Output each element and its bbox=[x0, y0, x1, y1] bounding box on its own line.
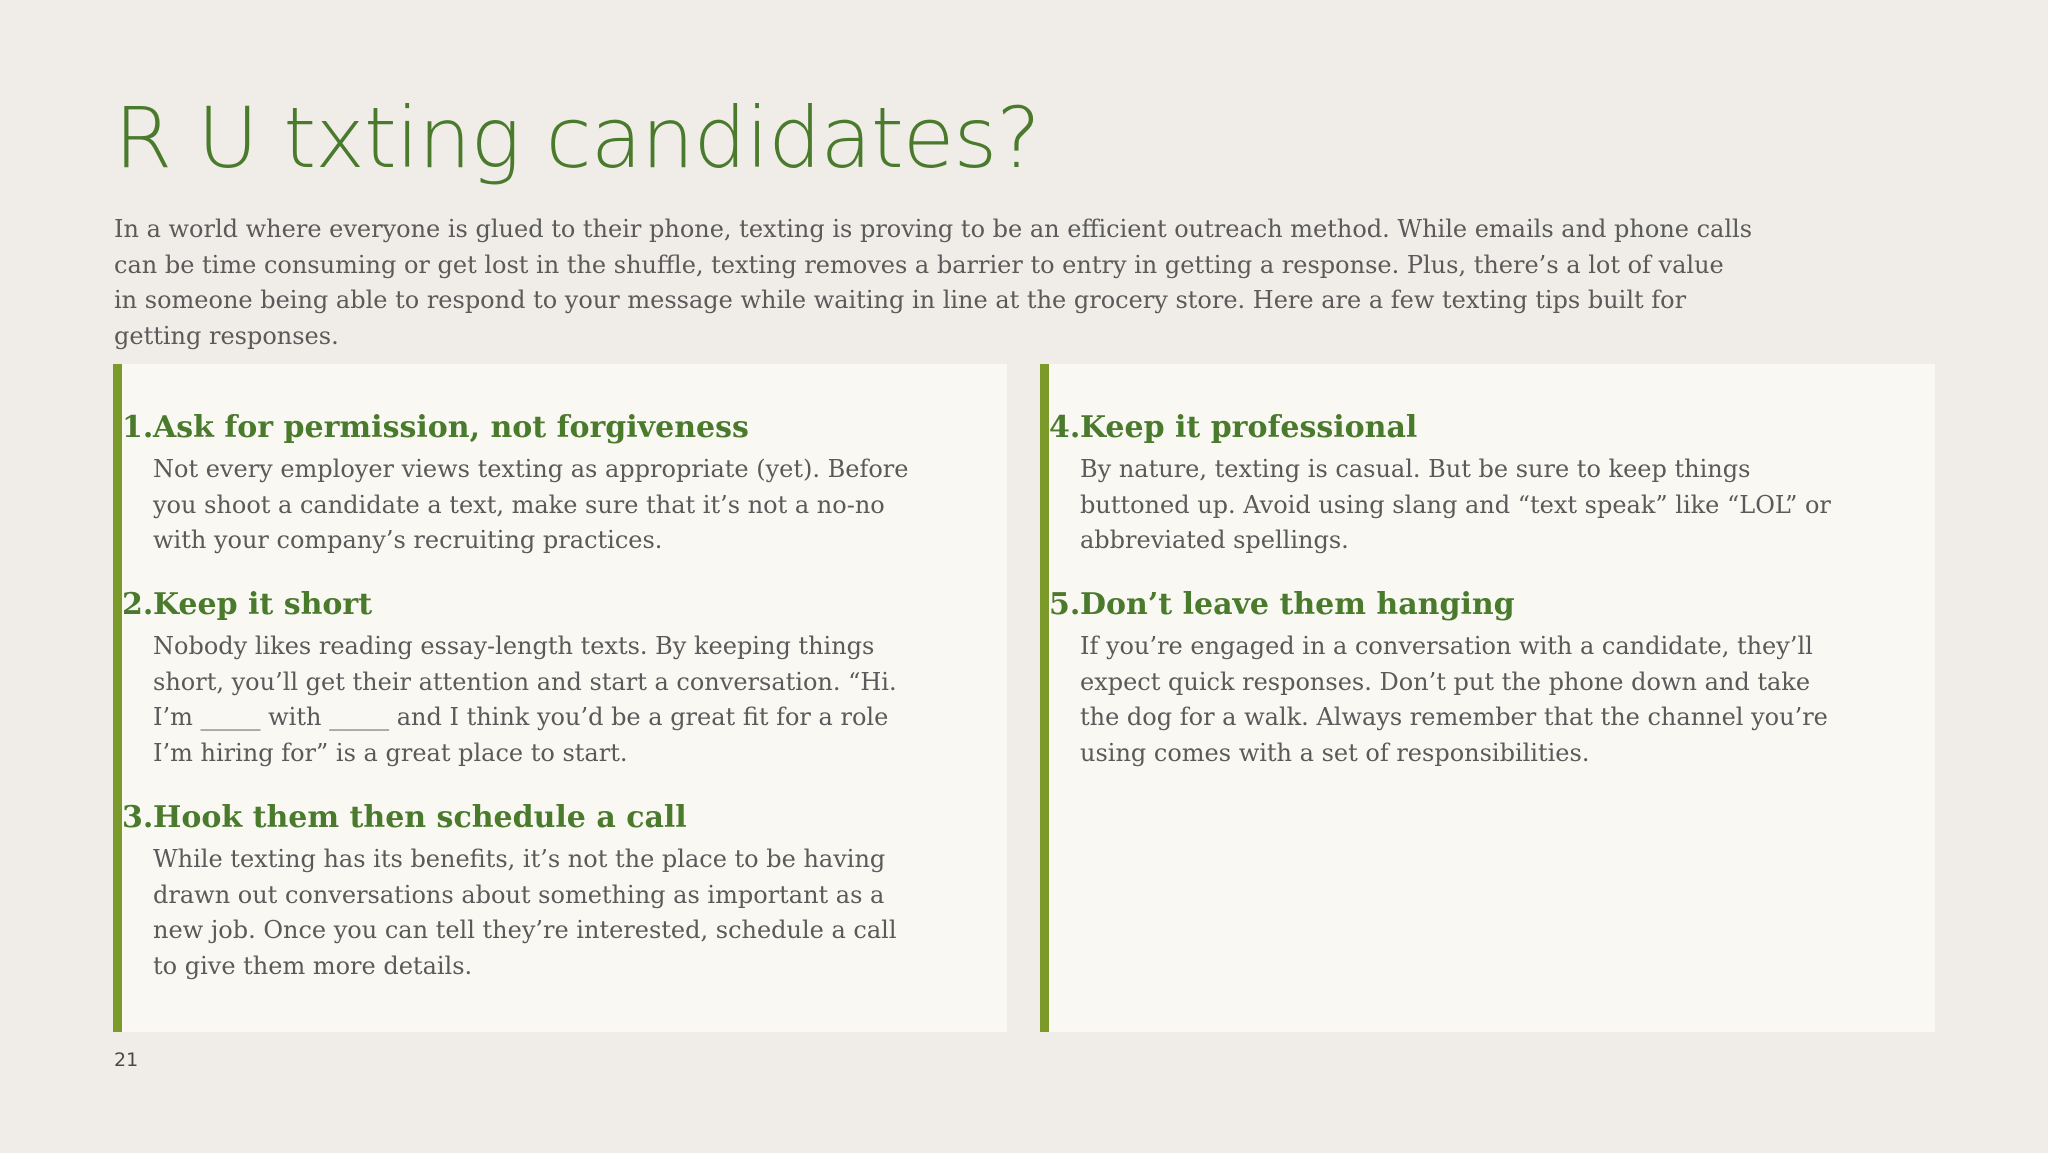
tip-body: While texting has its benefits, it’s not the place to be having drawn out conversations about something as important as a new job. Once you can tell they’re interested, schedule a call to give them more details. bbox=[153, 845, 897, 980]
tip-heading: Ask for permission, not forgiveness bbox=[153, 410, 749, 445]
tip-number: 3. bbox=[122, 800, 154, 835]
tip-body: By nature, texting is casual. But be sure to keep things buttoned up. Avoid using slang and “text speak” like “LOL” or abbreviated spellings. bbox=[1080, 455, 1831, 554]
tip-heading: Keep it professional bbox=[1080, 410, 1418, 445]
page-title: R U txting candidates? bbox=[114, 89, 1040, 187]
tip-5 bbox=[1049, 583, 1935, 771]
tip-title bbox=[122, 406, 1007, 450]
tip-4 bbox=[1049, 406, 1935, 559]
tip-1 bbox=[122, 406, 1007, 559]
tip-3 bbox=[122, 796, 1007, 984]
intro-paragraph: In a world where everyone is glued to their phone, texting is proving to be an efficient outreach method. While emails and phone calls can be time consuming or get lost in the shuffle, texting removes a barrier to entry in getting a response. Plus, there’s a lot of value in someone being able to respond to your message while waiting in line at the grocery store. Here are a few texting tips built for getting responses. bbox=[114, 215, 1753, 350]
page-number: 21 bbox=[114, 1049, 139, 1071]
tip-number: 4. bbox=[1049, 410, 1081, 445]
tip-title bbox=[1049, 583, 1935, 627]
tip-title bbox=[122, 583, 1007, 627]
tip-heading: Don’t leave them hanging bbox=[1080, 587, 1515, 622]
tip-2 bbox=[122, 583, 1007, 771]
tip-number: 5. bbox=[1049, 587, 1081, 622]
tip-number: 1. bbox=[122, 410, 154, 445]
tip-body: Nobody likes reading essay-length texts. By keeping things short, you’ll get their attention and start a conversation. “Hi. I’m _____ with _____ and I think you’d be a great fit for a role I’m hiring for” is a great place to start. bbox=[153, 632, 897, 767]
tip-body: Not every employer views texting as appropriate (yet). Before you shoot a candidate a text, make sure that it’s not a no-no with your company’s recruiting practices. bbox=[153, 455, 909, 554]
tips-card-left bbox=[113, 364, 1007, 1032]
tip-heading: Hook them then schedule a call bbox=[153, 800, 687, 835]
tip-heading: Keep it short bbox=[153, 587, 373, 622]
tip-title bbox=[122, 796, 1007, 840]
tip-number: 2. bbox=[122, 587, 154, 622]
tips-card-right bbox=[1040, 364, 1935, 1032]
tip-body: If you’re engaged in a conversation with a candidate, they’ll expect quick responses. Don’t put the phone down and take the dog for a walk. Always remember that the channel you’re using comes with a set of responsibilities. bbox=[1080, 632, 1828, 767]
tip-title bbox=[1049, 406, 1935, 450]
